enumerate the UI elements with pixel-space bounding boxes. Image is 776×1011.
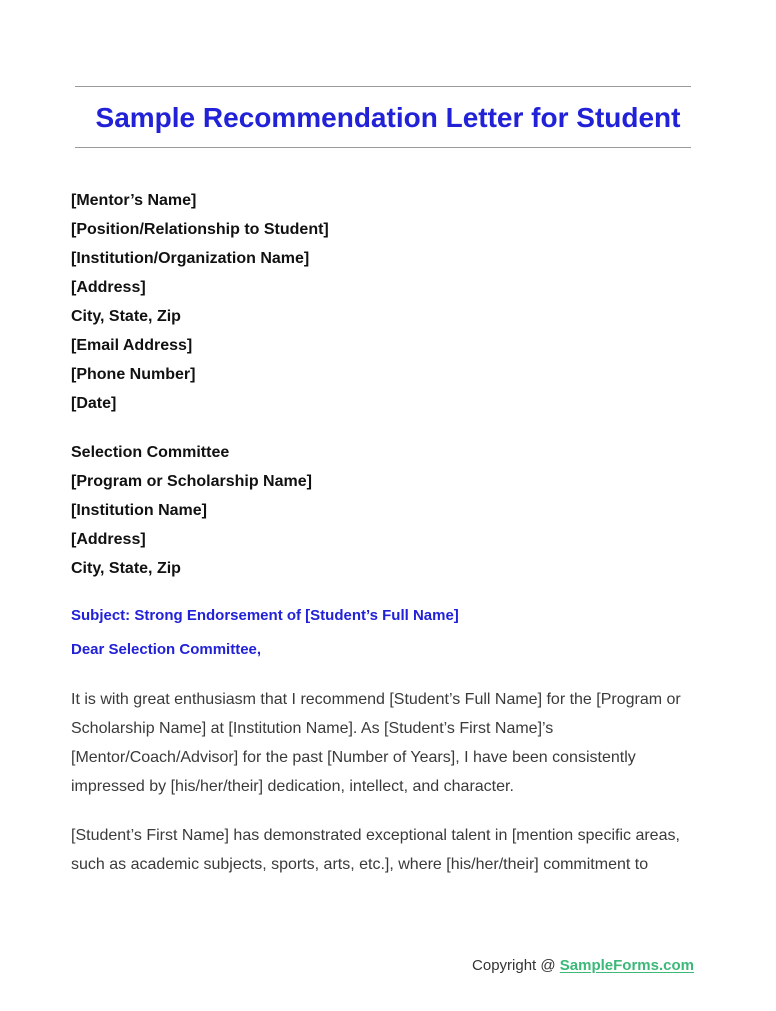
paragraph-line: such as academic subjects, sports, arts, etc.], where [his/her/their] commitment to — [71, 856, 649, 873]
sender-address-block — [71, 186, 329, 418]
sender-name: [Mentor’s Name] — [71, 192, 197, 209]
title-bottom-divider — [75, 147, 691, 148]
paragraph-line: Scholarship Name] at [Institution Name]. As [Student’s First Name]’s — [71, 720, 554, 737]
paragraph-line: [Mentor/Coach/Advisor] for the past [Number of Years], I have been consistently — [71, 749, 636, 766]
sender-address: [Address] — [71, 279, 146, 296]
sender-institution: [Institution/Organization Name] — [71, 250, 310, 267]
sender-position: [Position/Relationship to Student] — [71, 221, 329, 238]
brand-link[interactable]: SampleForms.com — [559, 957, 694, 974]
sender-email: [Email Address] — [71, 337, 193, 354]
letter-date: [Date] — [71, 395, 117, 412]
recipient-name: Selection Committee — [71, 444, 230, 461]
recipient-program: [Program or Scholarship Name] — [71, 473, 312, 490]
copyright-label: Copyright @ — [472, 957, 560, 974]
recipient-institution: [Institution Name] — [71, 502, 207, 519]
recipient-address-block — [71, 438, 312, 583]
sender-phone: [Phone Number] — [71, 366, 196, 383]
title-top-divider — [75, 86, 691, 87]
recipient-city-state-zip: City, State, Zip — [71, 560, 181, 577]
recipient-address: [Address] — [71, 531, 146, 548]
letter-salutation: Dear Selection Committee, — [71, 641, 262, 658]
paragraph-line: It is with great enthusiasm that I recommend [Student’s Full Name] for the [Program or — [71, 691, 681, 708]
body-paragraph-2 — [71, 821, 711, 879]
footer-copyright — [472, 955, 694, 977]
body-paragraph-1 — [71, 685, 711, 801]
paragraph-line: [Student’s First Name] has demonstrated exceptional talent in [mention specific areas, — [71, 827, 680, 844]
paragraph-line: impressed by [his/her/their] dedication, intellect, and character. — [71, 778, 514, 795]
page-title: Sample Recommendation Letter for Student — [95, 102, 681, 133]
sender-city-state-zip: City, State, Zip — [71, 308, 181, 325]
letter-subject: Subject: Strong Endorsement of [Student’s Full Name] — [71, 607, 459, 624]
